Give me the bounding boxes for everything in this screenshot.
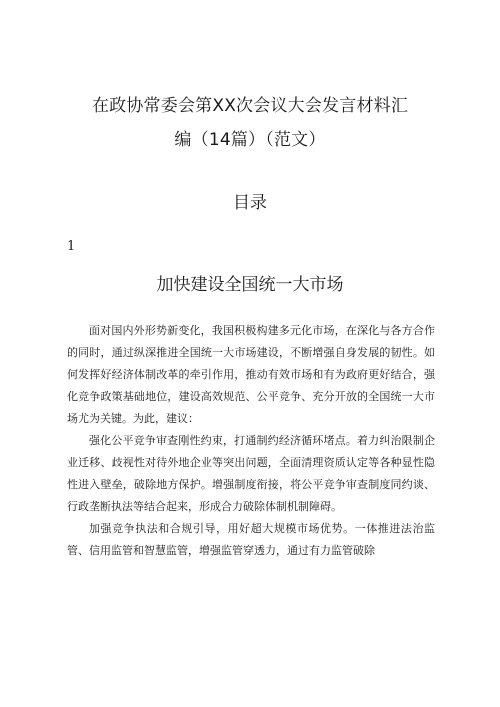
- section-number: 1: [67, 239, 76, 254]
- body-paragraph: 面对国内外形势新变化，我国积极构建多元化市场，在深化与各方合作的同时，通过纵深推进全国统一大市场建设，不断增强自身发展的韧性。如何发挥好经济体制改革的牵引作用，推动有效市场和有为政府更好结合，强化竞争政策基础地位，建设高效规范、公平竞争、充分开放的全国统一大市场尤为关键。为此，建议：: [67, 324, 435, 425]
- body-paragraph: 加强竞争执法和合规引导，用好超大规模市场优势。一体推进法治监管、信用监管和智慧监管，增强监管穿透力，通过有力监管破除: [67, 522, 435, 557]
- table-of-contents-heading: 目录: [233, 193, 267, 213]
- section-heading: 加快建设全国统一大市场: [156, 275, 344, 295]
- document-title-line-1: 在政协常委会第XX次会议大会发言材料汇: [91, 96, 409, 116]
- body-paragraph: 强化公平竞争审查刚性约束，打通制约经济循环堵点。着力纠治限制企业迁移、歧视性对待外地企业等突出问题，全面清理资质认定等各种显性隐性进入壁垒，破除地方保护。增强制度衔接，将公平竞争审查制度同约谈、行政垄断执法等结合起来，形成合力破除体制机制障碍。: [67, 434, 435, 513]
- section-body: [67, 320, 435, 562]
- document-title-line-2: 编（14篇）（范文）: [174, 130, 326, 150]
